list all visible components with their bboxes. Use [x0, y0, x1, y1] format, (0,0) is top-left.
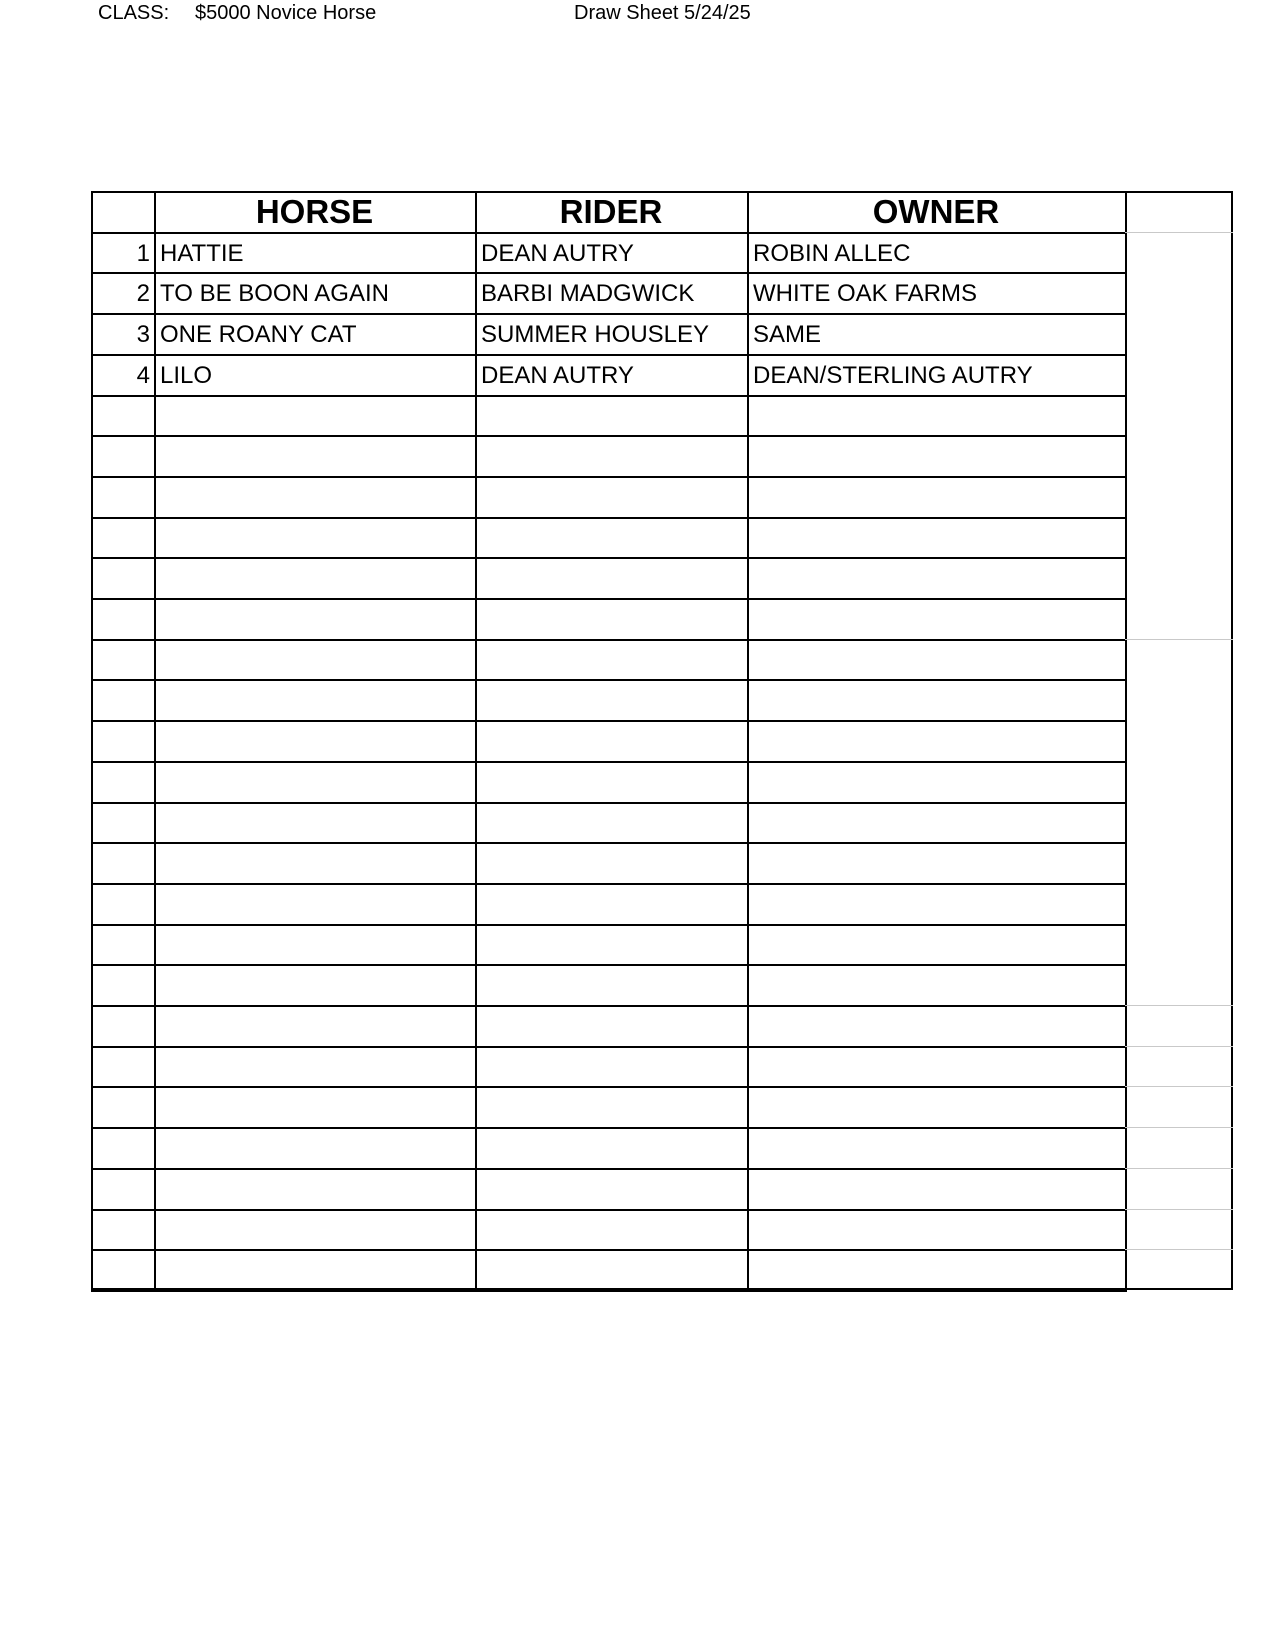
row-21-rider-cell — [481, 1047, 745, 1087]
row-27-rider-cell — [481, 1291, 745, 1331]
row-17-owner-cell — [753, 884, 1123, 924]
row-24-num-cell — [91, 1169, 150, 1209]
column-header-rider: RIDER — [559, 193, 663, 230]
row-13-rider-cell — [481, 721, 745, 761]
table-horizontal-rule — [1125, 1005, 1233, 1006]
row-20-owner-cell — [753, 1006, 1123, 1046]
row-25-horse-cell — [160, 1210, 473, 1250]
row-23-rider-cell — [481, 1128, 745, 1168]
row-10-horse-cell — [160, 599, 473, 639]
row-23-horse-cell — [160, 1128, 473, 1168]
row-2-rider-cell: BARBI MADGWICK — [481, 280, 695, 307]
row-27-num-cell — [91, 1291, 150, 1331]
row-22-rider-cell — [481, 1087, 745, 1127]
row-12-horse-cell — [160, 680, 473, 720]
row-18-num-cell — [91, 925, 150, 965]
row-12-num-cell — [91, 680, 150, 720]
row-5-horse-cell — [160, 396, 473, 436]
class-name: $5000 Novice Horse — [195, 2, 377, 24]
class-label: CLASS: — [98, 2, 170, 24]
row-8-horse-cell — [160, 518, 473, 558]
row-26-owner-cell — [753, 1250, 1123, 1290]
draw-sheet-table — [91, 191, 1233, 1290]
row-7-num-cell — [91, 477, 150, 517]
row-16-rider-cell — [481, 843, 745, 883]
row-10-owner-cell — [753, 599, 1123, 639]
row-5-rider-cell — [481, 396, 745, 436]
row-2-owner-cell: WHITE OAK FARMS — [753, 280, 978, 307]
row-21-owner-cell — [753, 1047, 1123, 1087]
row-24-horse-cell — [160, 1169, 473, 1209]
row-16-horse-cell — [160, 843, 473, 883]
row-11-owner-cell — [753, 640, 1123, 680]
column-header-extra — [1125, 191, 1231, 231]
row-25-owner-cell — [753, 1210, 1123, 1250]
row-24-owner-cell — [753, 1169, 1123, 1209]
row-22-num-cell — [91, 1087, 150, 1127]
row-9-num-cell — [91, 558, 150, 598]
table-horizontal-rule — [1125, 232, 1233, 233]
row-17-num-cell — [91, 884, 150, 924]
table-horizontal-rule — [1125, 1127, 1233, 1128]
row-3-owner-cell: SAME — [753, 321, 822, 348]
table-horizontal-rule — [1125, 1168, 1233, 1169]
table-horizontal-rule — [1125, 1249, 1233, 1250]
row-4-horse-cell: LILO — [160, 362, 213, 389]
row-5-owner-cell — [753, 396, 1123, 436]
row-15-num-cell — [91, 803, 150, 843]
row-26-horse-cell — [160, 1250, 473, 1290]
table-vertical-rule — [1231, 191, 1233, 1290]
row-7-horse-cell — [160, 477, 473, 517]
row-3-num-cell: 3 — [136, 321, 150, 348]
row-1-horse-cell: HATTIE — [160, 240, 244, 267]
row-11-horse-cell — [160, 640, 473, 680]
row-21-num-cell — [91, 1047, 150, 1087]
sheet-title: Draw Sheet 5/24/25 — [574, 2, 751, 24]
row-14-num-cell — [91, 762, 150, 802]
row-7-rider-cell — [481, 477, 745, 517]
table-horizontal-rule — [1125, 639, 1233, 640]
row-18-horse-cell — [160, 925, 473, 965]
row-21-horse-cell — [160, 1047, 473, 1087]
row-6-rider-cell — [481, 436, 745, 476]
row-10-num-cell — [91, 599, 150, 639]
row-19-owner-cell — [753, 965, 1123, 1005]
row-18-owner-cell — [753, 925, 1123, 965]
row-17-rider-cell — [481, 884, 745, 924]
row-10-rider-cell — [481, 599, 745, 639]
row-11-num-cell — [91, 640, 150, 680]
row-17-horse-cell — [160, 884, 473, 924]
row-5-num-cell — [91, 396, 150, 436]
row-13-owner-cell — [753, 721, 1123, 761]
row-24-rider-cell — [481, 1169, 745, 1209]
row-11-rider-cell — [481, 640, 745, 680]
row-26-rider-cell — [481, 1250, 745, 1290]
table-horizontal-rule — [1125, 1288, 1233, 1290]
row-18-rider-cell — [481, 925, 745, 965]
column-header-owner: OWNER — [872, 193, 1000, 230]
row-4-owner-cell: DEAN/STERLING AUTRY — [753, 362, 1033, 389]
row-23-num-cell — [91, 1128, 150, 1168]
row-6-owner-cell — [753, 436, 1123, 476]
row-19-num-cell — [91, 965, 150, 1005]
row-13-horse-cell — [160, 721, 473, 761]
row-12-rider-cell — [481, 680, 745, 720]
row-16-num-cell — [91, 843, 150, 883]
table-horizontal-rule — [1125, 1209, 1233, 1210]
row-25-num-cell — [91, 1210, 150, 1250]
column-header-horse: HORSE — [255, 193, 374, 230]
column-header-blank — [91, 191, 154, 231]
row-25-rider-cell — [481, 1210, 745, 1250]
row-9-rider-cell — [481, 558, 745, 598]
row-2-horse-cell: TO BE BOON AGAIN — [160, 280, 389, 307]
row-22-horse-cell — [160, 1087, 473, 1127]
row-20-horse-cell — [160, 1006, 473, 1046]
row-3-horse-cell: ONE ROANY CAT — [160, 321, 357, 348]
row-23-owner-cell — [753, 1128, 1123, 1168]
row-8-owner-cell — [753, 518, 1123, 558]
row-3-rider-cell: SUMMER HOUSLEY — [481, 321, 710, 348]
row-15-horse-cell — [160, 803, 473, 843]
row-1-rider-cell: DEAN AUTRY — [481, 240, 634, 267]
row-8-num-cell — [91, 518, 150, 558]
row-9-horse-cell — [160, 558, 473, 598]
row-19-horse-cell — [160, 965, 473, 1005]
row-14-rider-cell — [481, 762, 745, 802]
row-26-num-cell — [91, 1250, 150, 1290]
row-12-owner-cell — [753, 680, 1123, 720]
row-13-num-cell — [91, 721, 150, 761]
row-1-num-cell: 1 — [136, 240, 150, 267]
row-15-owner-cell — [753, 803, 1123, 843]
row-6-num-cell — [91, 436, 150, 476]
row-1-owner-cell: ROBIN ALLEC — [753, 240, 911, 267]
row-7-owner-cell — [753, 477, 1123, 517]
row-8-rider-cell — [481, 518, 745, 558]
row-4-rider-cell: DEAN AUTRY — [481, 362, 634, 389]
row-27-horse-cell — [160, 1291, 473, 1331]
row-16-owner-cell — [753, 843, 1123, 883]
table-horizontal-rule — [1125, 1086, 1233, 1087]
row-20-rider-cell — [481, 1006, 745, 1046]
row-15-rider-cell — [481, 803, 745, 843]
row-6-horse-cell — [160, 436, 473, 476]
row-22-owner-cell — [753, 1087, 1123, 1127]
table-horizontal-rule — [1125, 1046, 1233, 1047]
row-20-num-cell — [91, 1006, 150, 1046]
row-4-num-cell: 4 — [136, 362, 150, 389]
row-9-owner-cell — [753, 558, 1123, 598]
row-14-horse-cell — [160, 762, 473, 802]
row-2-num-cell: 2 — [136, 280, 150, 307]
row-14-owner-cell — [753, 762, 1123, 802]
row-19-rider-cell — [481, 965, 745, 1005]
row-27-owner-cell — [753, 1291, 1123, 1331]
